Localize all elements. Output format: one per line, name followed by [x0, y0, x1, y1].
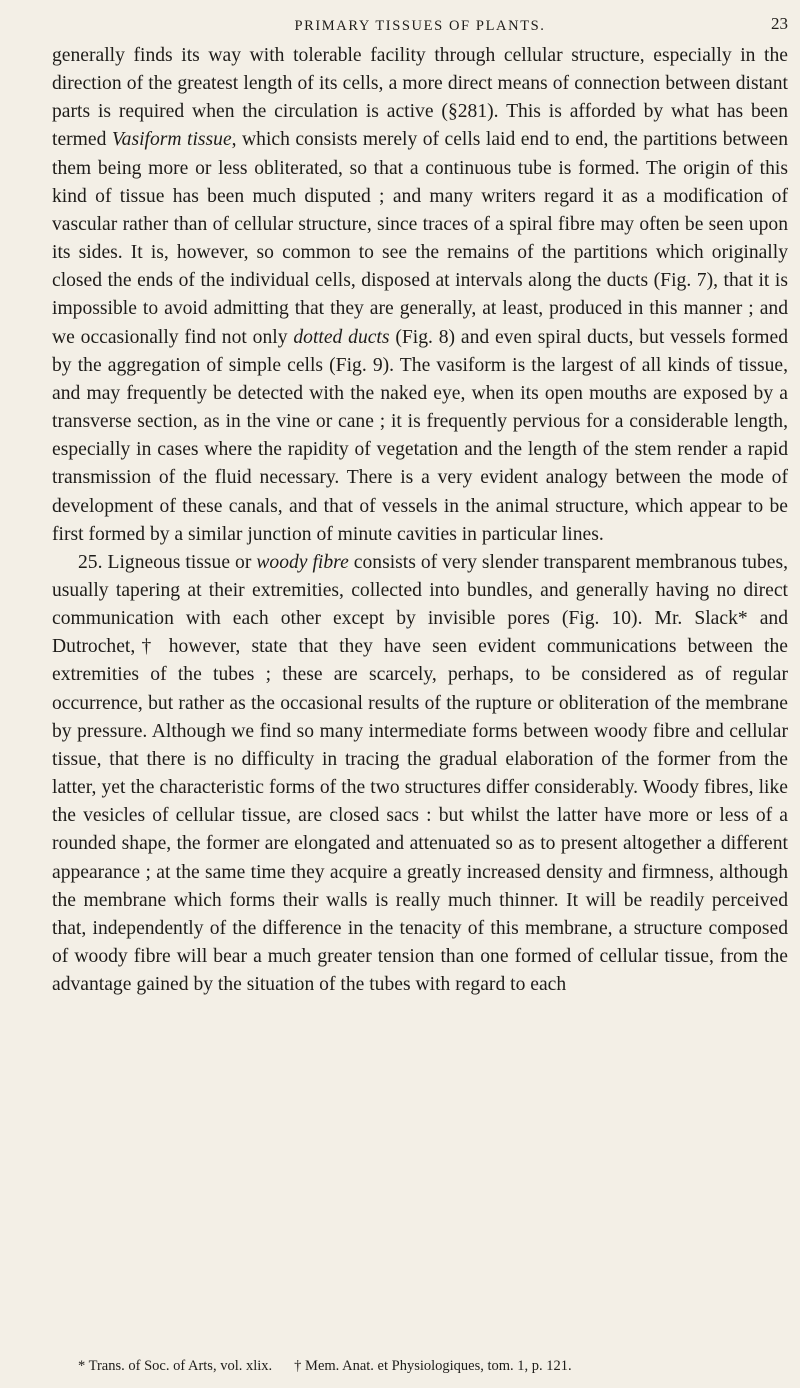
paragraph-text: 25. Ligneous tissue or: [78, 551, 257, 573]
term-vasiform-tissue: Vasiform tissue: [111, 129, 232, 151]
footnotes: [78, 1356, 778, 1376]
paragraph-text: , which consists merely of cells laid end to end, the partitions between them being more or less obliterated, so that a continuous tube is formed. The origin of this kind of tissue has been much disputed ; and many writers regard it as a modification of vascular rather than of cellular structure, since traces of a spiral fibre may often be seen upon its sides. It is, however, so common to see the remains of the partitions which originally closed the ends of the individual cells, disposed at intervals along the ducts (Fig. 7), that it is impossible to avoid admitting that they are generally, at least, produced in this manner ; and we occasionally find not only: [52, 129, 788, 348]
footnote-dutrochet: † Mem. Anat. et Physiologiques, tom. 1, p. 121.: [294, 1358, 572, 1374]
footnote-slack: * Trans. of Soc. of Arts, vol. xlix.: [78, 1358, 273, 1374]
running-head: PRIMARY TISSUES OF PLANTS.: [294, 18, 546, 34]
paragraph-text: (Fig. 8) and even spiral ducts, but vessels formed by the aggregation of simple cells (Fig. 9). The vasiform is the largest of all kinds of tissue, and may frequently be detected with the naked eye, when its open mouths are exposed by a transverse section, as in the vine or cane ; it is frequently pervious for a considerable length, especially in cases where the rapidity of vegetation and the length of the stem render a rapid transmission of the fluid necessary. There is a very evident analogy between the mode of development of these canals, and that of vessels in the animal structure, which appear to be first formed by a similar junction of minute cavities in particular lines.: [52, 326, 789, 545]
term-dotted-ducts: dotted ducts: [293, 326, 390, 348]
term-woody-fibre: woody fibre: [256, 551, 349, 573]
paragraph-text: generally finds its way with tolerable facility through cellular structure, especially in the direction of the greatest length of its cells, a more direct means of connection between distant parts is required when the circulation is active (§281). This is afforded by what has been termed: [52, 45, 788, 151]
page-number: 23: [771, 14, 788, 33]
paragraph-ligneous-tissue: [52, 549, 788, 1000]
page-header: [52, 14, 788, 44]
body-text: [52, 42, 788, 999]
paragraph-text: consists of very slender transparent membranous tubes, usually tapering at their extremities, collected into bundles, and generally having no direct communication with each other except by invisible pores (Fig. 10). Mr. Slack* and Dutrochet,† however, state that they have seen evident communications between the extremities of the tubes ; these are scarcely, perhaps, to be considered as of regular occurrence, but rather as the occasional results of the rupture or obliteration of the membrane by pressure. Although we find so many intermediate forms between woody fibre and cellular tissue, that there is no difficulty in tracing the gradual elaboration of the former from the latter, yet the characteristic forms of the two structures differ considerably. Woody fibres, like the vesicles of cellular tissue, are closed sacs : but whilst the latter have more or less of a rounded shape, the former are elongated and attenuated so as to present altogether a different appearance ; at the same time they acquire a greatly increased density and firmness, although the membrane which forms their walls is really much thinner. It will be readily perceived that, independently of the difference in the tenacity of this membrane, a structure composed of woody fibre will bear a much greater tension than one formed of cellular tissue, from the advantage gained by the situation of the tubes with regard to each: [52, 551, 789, 996]
paragraph-vasiform-tissue: [52, 42, 788, 549]
